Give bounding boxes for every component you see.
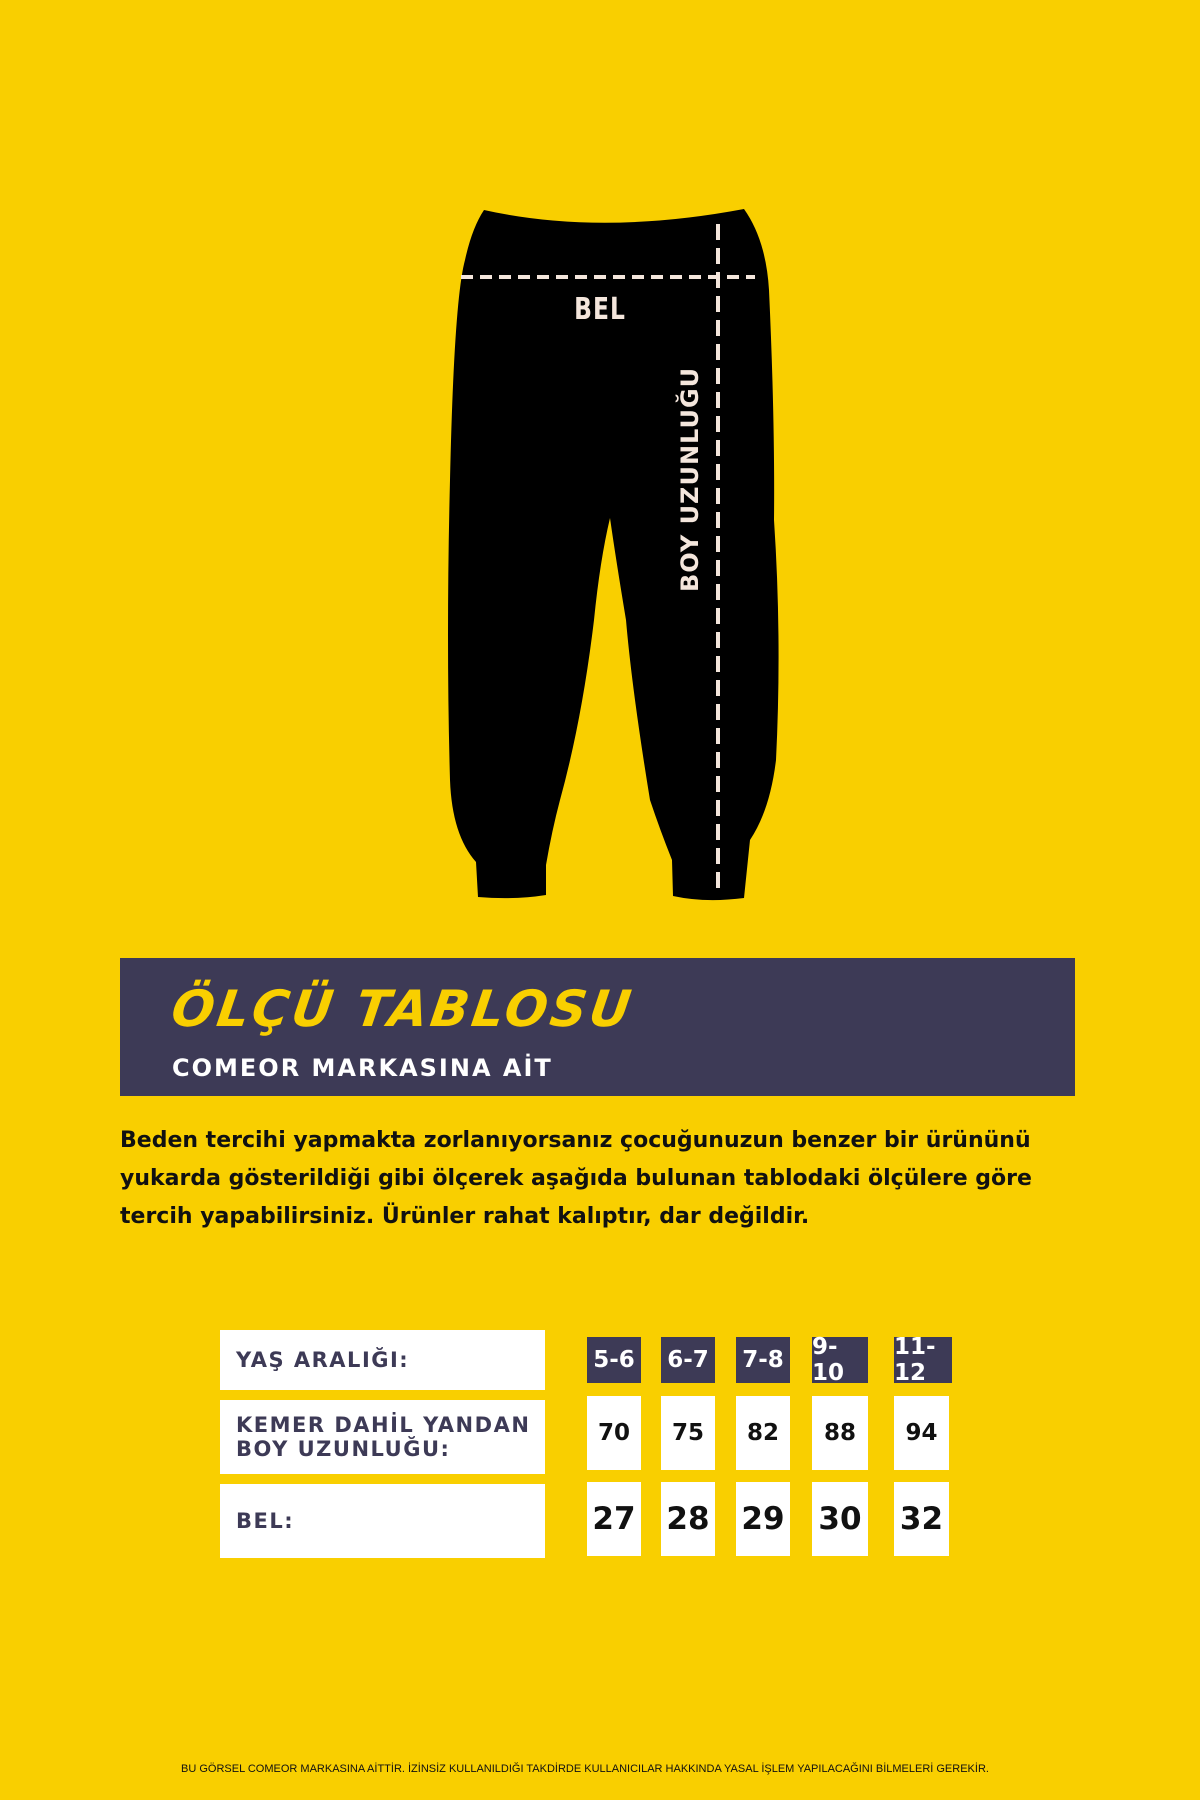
age-cell: 6-7: [661, 1337, 715, 1383]
waist-label: BEL: [574, 292, 626, 328]
size-chart-banner: [120, 958, 1075, 1096]
waist-cell: 28: [661, 1482, 715, 1556]
length-cell: 88: [812, 1396, 868, 1470]
length-row-label: KEMER DAHİL YANDAN BOY UZUNLUĞU:: [220, 1400, 545, 1474]
age-cell: 7-8: [736, 1337, 790, 1383]
waist-row-label: BEL:: [220, 1484, 545, 1558]
waist-cell: 29: [736, 1482, 790, 1556]
length-cell: 94: [894, 1396, 949, 1470]
length-label: BOY UZUNLUĞU: [676, 366, 704, 592]
copyright-footer: BU GÖRSEL COMEOR MARKASINA AİTTİR. İZİNSİZ KULLANILDIĞI TAKDİRDE KULLANICILAR HAKKINDA YASAL İŞLEM YAPILACAĞINI BİLMELERİ GEREKİR.: [181, 1763, 989, 1775]
waist-cell: 27: [587, 1482, 641, 1556]
length-cell: 75: [661, 1396, 715, 1470]
age-row-label: YAŞ ARALIĞI:: [220, 1330, 545, 1390]
age-cell: 11-12: [894, 1337, 952, 1383]
age-cell: 9-10: [812, 1337, 868, 1383]
waist-cell: 32: [894, 1482, 949, 1556]
waist-cell: 30: [812, 1482, 868, 1556]
length-cell: 82: [736, 1396, 790, 1470]
banner-title: ÖLÇÜ TABLOSU: [167, 980, 638, 1038]
age-cell: 5-6: [587, 1337, 641, 1383]
length-cell: 70: [587, 1396, 641, 1470]
description-text: Beden tercihi yapmakta zorlanıyorsanız çocuğunuzun benzer bir ürününü yukarda gösterildiği gibi ölçerek aşağıda bulunan tablodaki ölçülere göre tercih yapabilirsiniz. Ürünler rahat kalıptır, dar değildir.: [120, 1128, 1032, 1229]
banner-subtitle: COMEOR MARKASINA AİT: [172, 1054, 553, 1082]
